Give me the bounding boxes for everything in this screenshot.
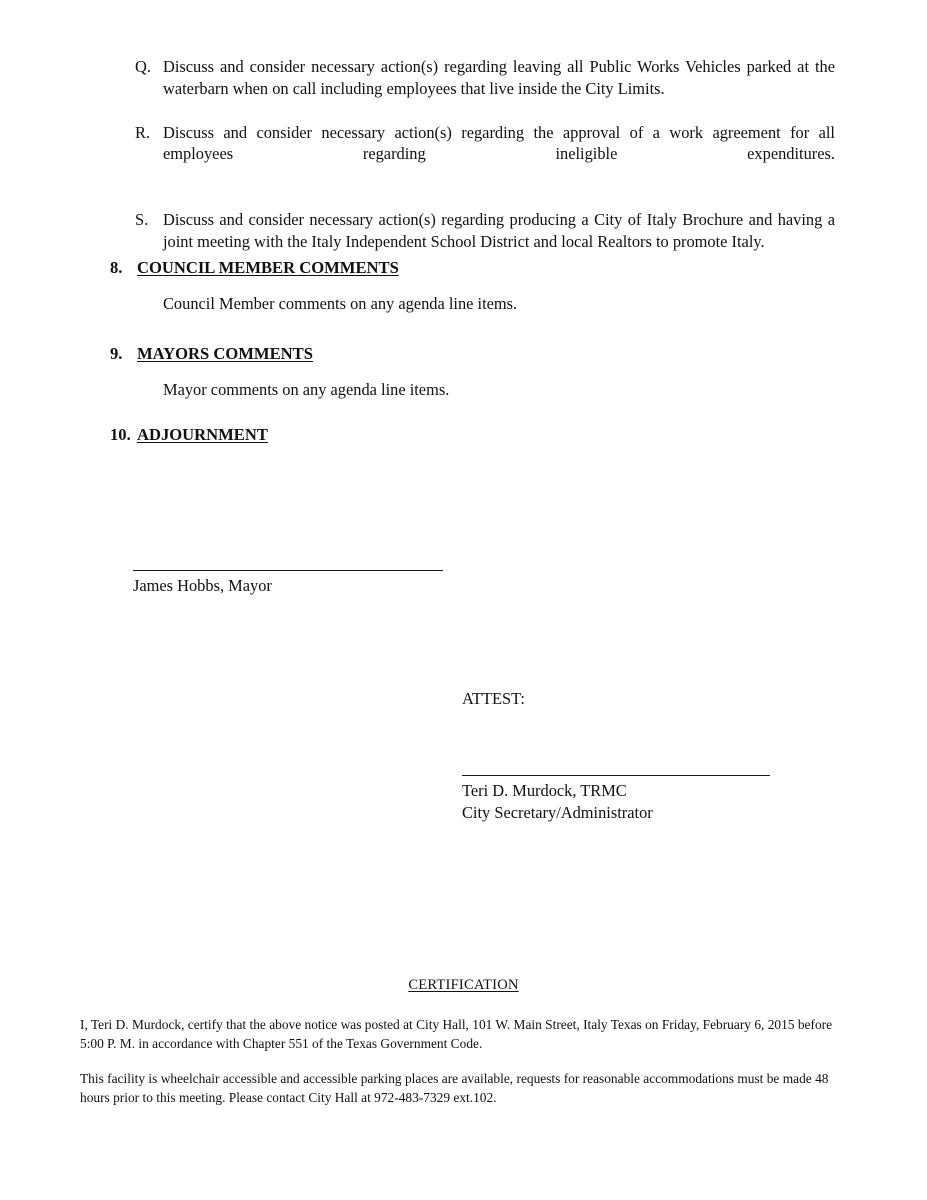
secretary-signature-line	[462, 775, 770, 776]
agenda-item-list	[135, 56, 835, 253]
agenda-item-text: Discuss and consider necessary action(s) regarding the approval of a work agreement for all employees regarding ineligible expenditures.	[163, 122, 835, 164]
section-heading	[110, 344, 870, 364]
accessibility-notice: This facility is wheelchair accessible and accessible parking places are available, requests for reasonable accommodations must be made 48 hours prior to this meeting. Please contact City Hall at 972-483-7329 ext.102.	[80, 1071, 829, 1106]
section-heading	[110, 258, 870, 278]
section-body-text: Council Member comments on any agenda line items.	[163, 293, 518, 313]
attest-label: ATTEST:	[462, 689, 525, 708]
agenda-item-text: Discuss and consider necessary action(s) regarding producing a City of Italy Brochure and having a joint meeting with the Italy Independent School District and local Realtors to promote Italy.	[163, 210, 835, 251]
agenda-item-text: Discuss and consider necessary action(s) regarding leaving all Public Works Vehicles parked at the waterbarn when on call including employees that live inside the City Limits.	[163, 57, 835, 98]
agenda-item-marker: R.	[135, 122, 151, 142]
mayor-signature-block	[133, 570, 443, 597]
section-title: ADJOURNMENT	[137, 425, 268, 444]
agenda-item-marker: S.	[135, 210, 149, 230]
agenda-item-q	[135, 56, 835, 100]
section-number: 8.	[110, 258, 123, 277]
agenda-item-marker: Q.	[135, 57, 151, 76]
section-mayors-comments	[110, 344, 870, 401]
agenda-item-r	[135, 122, 835, 187]
section-number: 9.	[110, 344, 123, 363]
certification-statement: I, Teri D. Murdock, certify that the above notice was posted at City Hall, 101 W. Main Street, Italy Texas on Friday, February 6, 2015 before 5:00 P. M. in accordance with Chapter 551 of the Texas Government Code.	[80, 1017, 833, 1052]
section-body-text: Mayor comments on any agenda line items.	[163, 379, 450, 399]
agenda-item-s	[135, 209, 835, 253]
section-heading	[110, 425, 870, 445]
section-title: COUNCIL MEMBER COMMENTS	[137, 258, 399, 277]
mayor-signature-line	[133, 570, 443, 571]
certification-heading	[0, 977, 927, 994]
certification-heading-text: CERTIFICATION	[408, 977, 519, 993]
secretary-title-label: City Secretary/Administrator	[462, 802, 653, 822]
secretary-signature-block	[462, 775, 770, 824]
section-number: 10.	[110, 425, 131, 444]
section-council-member-comments	[110, 258, 870, 315]
section-adjournment	[110, 425, 870, 445]
mayor-name-label: James Hobbs, Mayor	[133, 576, 272, 595]
secretary-name-label: Teri D. Murdock, TRMC	[462, 781, 627, 800]
section-title: MAYORS COMMENTS	[137, 344, 313, 363]
